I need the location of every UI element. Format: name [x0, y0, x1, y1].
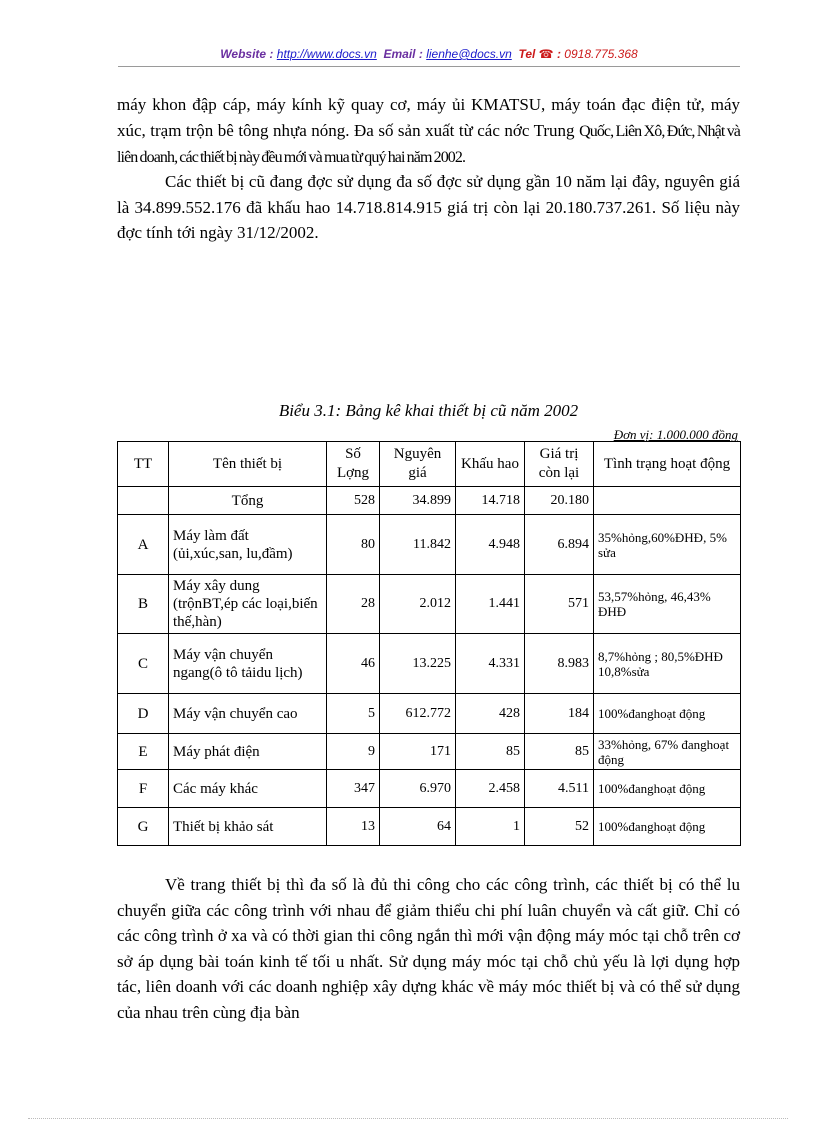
total-label: Tổng	[169, 487, 327, 515]
equipment-table	[117, 441, 741, 846]
row-cost: 13.225	[380, 634, 456, 694]
header-name: Tên thiết bị	[169, 442, 327, 487]
row-tt: E	[118, 734, 169, 770]
page-header	[118, 47, 740, 61]
row-name: Máy xây dung (trộnBT,ép các loại,biến thế,hàn)	[169, 575, 327, 634]
row-status: 35%hỏng,60%ĐHĐ, 5% sửa	[594, 515, 741, 575]
paragraph-3	[117, 872, 740, 1025]
row-name: Máy vận chuyển cao	[169, 694, 327, 734]
paragraph-2-text: Các thiết bị cũ đang đợc sử dụng đa số đợc sử dụng gần 10 năm lại đây, nguyên giá là 34.899.552.176 đã khấu hao 14.718.814.915 giá trị còn lại 20.180.737.261. Số liệu này đợc tính tới ngày 31/12/2002.	[117, 172, 740, 242]
row-status: 53,57%hỏng, 46,43% ĐHĐ	[594, 575, 741, 634]
row-remain: 571	[525, 575, 594, 634]
table-row	[118, 770, 741, 808]
total-tt	[118, 487, 169, 515]
header-remain: Giá trị còn lại	[525, 442, 594, 487]
email-separator: :	[418, 47, 423, 61]
email-label: Email	[383, 47, 416, 61]
row-remain: 8.983	[525, 634, 594, 694]
website-label: Website :	[220, 47, 274, 61]
row-cost: 2.012	[380, 575, 456, 634]
table-row	[118, 634, 741, 694]
paragraph-2	[117, 169, 740, 246]
table-unit: Đơn vị: 1.000.000 đồng	[613, 427, 738, 442]
header-tt: TT	[118, 442, 169, 487]
row-qty: 28	[327, 575, 380, 634]
row-qty: 347	[327, 770, 380, 808]
row-name: Máy vận chuyển ngang(ô tô tảidu lịch)	[169, 634, 327, 694]
header-qty: Số Lợng	[327, 442, 380, 487]
table-row	[118, 808, 741, 846]
row-status: 100%đanghoạt động	[594, 808, 741, 846]
row-qty: 80	[327, 515, 380, 575]
row-name: Máy làm đất (ủi,xúc,san, lu,đầm)	[169, 515, 327, 575]
row-depr: 1	[456, 808, 525, 846]
row-tt: G	[118, 808, 169, 846]
row-tt: C	[118, 634, 169, 694]
row-name: Các máy khác	[169, 770, 327, 808]
row-tt: A	[118, 515, 169, 575]
row-status: 33%hỏng, 67% đanghoạt động	[594, 734, 741, 770]
row-depr: 4.948	[456, 515, 525, 575]
row-remain: 184	[525, 694, 594, 734]
row-name: Máy phát điện	[169, 734, 327, 770]
row-status: 100%đanghoạt động	[594, 770, 741, 808]
row-depr: 4.331	[456, 634, 525, 694]
total-row	[118, 487, 741, 515]
email-link[interactable]: lienhe@docs.vn	[426, 47, 512, 61]
total-depr: 14.718	[456, 487, 525, 515]
row-remain: 4.511	[525, 770, 594, 808]
row-cost: 11.842	[380, 515, 456, 575]
paragraph-1-text: máy khon đập cáp, máy kính kỹ quay cơ, máy ủi KMATSU, máy toán đạc điện tử, máy xúc, trạm trộn bê tông nhựa nóng. Đa số sản xuất từ các nớc Trung	[117, 95, 740, 140]
total-remain: 20.180	[525, 487, 594, 515]
row-depr: 428	[456, 694, 525, 734]
row-depr: 85	[456, 734, 525, 770]
header-depr: Khấu hao	[456, 442, 525, 487]
row-cost: 171	[380, 734, 456, 770]
total-qty: 528	[327, 487, 380, 515]
header-status: Tình trạng hoạt động	[594, 442, 741, 487]
table-row	[118, 694, 741, 734]
table-row	[118, 734, 741, 770]
row-cost: 612.772	[380, 694, 456, 734]
row-remain: 85	[525, 734, 594, 770]
tel-number: 0918.775.368	[564, 47, 638, 61]
paragraph-3-text: Về trang thiết bị thì đa số là đủ thi công cho các công trình, các thiết bị có thể lu chuyển giữa các công trình với nhau để giảm thiểu chi phí luân chuyển và cất giữ. Chỉ có các công trình ở xa và có thời gian thi công ngắn thì mới vận động máy móc tại chỗ trên cơ sở áp dụng bài toán kinh tế tối u nhất. Sử dụng máy móc tại chỗ chủ yếu là lợi dụng hợp tác, liên doanh với các doanh nghiệp xây dựng khác về máy móc thiết bị và có thể sử dụng của nhau trên cùng địa bàn	[117, 875, 740, 1022]
paragraph-1	[117, 92, 740, 171]
row-cost: 64	[380, 808, 456, 846]
website-link[interactable]: http://www.docs.vn	[276, 47, 377, 61]
row-status: 100%đanghoạt động	[594, 694, 741, 734]
table-header-row	[118, 442, 741, 487]
table-row	[118, 575, 741, 634]
row-tt: F	[118, 770, 169, 808]
row-name: Thiết bị khảo sát	[169, 808, 327, 846]
footer-divider	[28, 1118, 788, 1119]
total-status	[594, 487, 741, 515]
row-depr: 2.458	[456, 770, 525, 808]
tel-label: Tel ☎ :	[518, 47, 561, 61]
row-remain: 52	[525, 808, 594, 846]
header-divider	[118, 66, 740, 67]
row-tt: D	[118, 694, 169, 734]
header-cost: Nguyên giá	[380, 442, 456, 487]
table-row	[118, 515, 741, 575]
total-cost: 34.899	[380, 487, 456, 515]
row-remain: 6.894	[525, 515, 594, 575]
row-qty: 13	[327, 808, 380, 846]
row-qty: 46	[327, 634, 380, 694]
row-depr: 1.441	[456, 575, 525, 634]
row-cost: 6.970	[380, 770, 456, 808]
row-status: 8,7%hỏng ; 80,5%ĐHĐ 10,8%sửa	[594, 634, 741, 694]
row-qty: 9	[327, 734, 380, 770]
row-tt: B	[118, 575, 169, 634]
paragraph-1-tail: Quốc, Liên Xô, Đức, Nhật và liên doanh, các thiết bị này đều mới và mua từ quý hai năm 2002.	[117, 122, 741, 166]
row-qty: 5	[327, 694, 380, 734]
table-caption: Biểu 3.1: Bảng kê khai thiết bị cũ năm 2002	[278, 401, 579, 420]
